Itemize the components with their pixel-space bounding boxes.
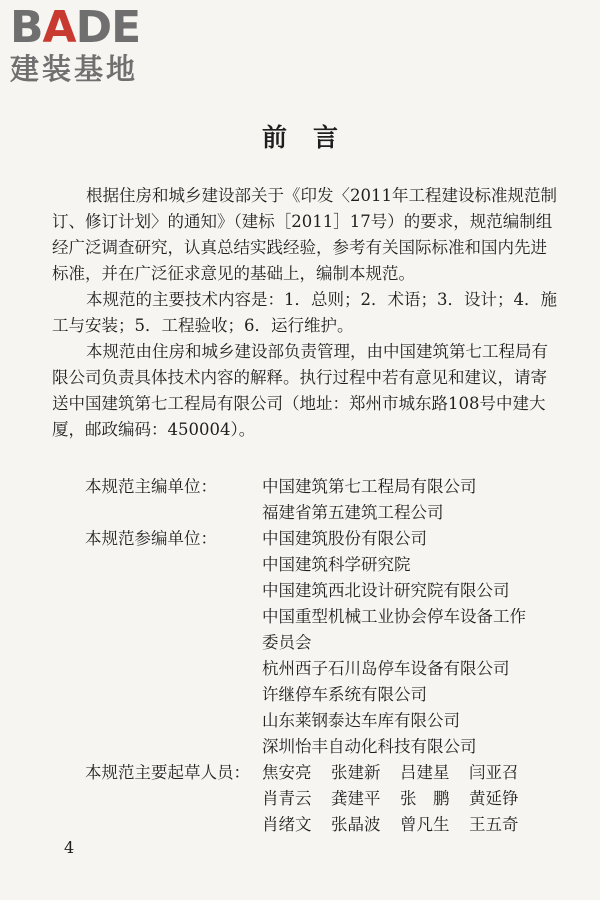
chief-units-list [262,474,477,526]
drafters-list [262,760,538,838]
participating-unit: 中国建筑西北设计研究院有限公司 [262,581,510,600]
drafter-name: 肖青云 [262,789,312,808]
drafter-name: 张 鹏 [400,789,450,808]
drafters-label: 本规范主要起草人员： [85,763,250,782]
drafter-name: 黄延铮 [469,789,519,808]
drafter-row [262,812,538,838]
participating-unit: 中国建筑股份有限公司 [262,529,427,548]
chief-units [85,474,538,526]
chief-unit: 福建省第五建筑工程公司 [262,503,444,522]
drafters [85,760,538,838]
drafter-name: 焦安亮 [262,763,312,782]
paragraph-background: 根据住房和城乡建设部关于《印发〈2011年工程建设标准规范制订、修订计划〉的通知》（建标［2011］17号）的要求，规范编制组经广泛调查研究，认真总结实践经验，参考有关国际标准和国内先进标准，并在广泛征求意见的基础上，编制本规范。 [52,186,557,283]
participating-unit: 委员会 [262,633,312,652]
drafter-name: 王五奇 [469,815,519,834]
participating-unit: 中国建筑科学研究院 [262,555,411,574]
participating-unit: 深圳怡丰自动化科技有限公司 [262,737,477,756]
drafter-row [262,760,538,786]
drafter-name: 张晶波 [331,815,381,834]
drafter-name: 张建新 [331,763,381,782]
participating-unit: 山东莱钢泰达车库有限公司 [262,711,460,730]
paragraph-management: 本规范由住房和城乡建设部负责管理，由中国建筑第七工程局有限公司负责具体技术内容的解释。执行过程中若有意见和建议，请寄送中国建筑第七工程局有限公司（地址：郑州市城东路108号中建大厦，邮政编码：450004）。 [52,342,548,439]
chief-unit: 中国建筑第七工程局有限公司 [262,477,477,496]
participating-unit: 中国重型机械工业协会停车设备工作 [262,607,526,626]
participating-unit: 许继停车系统有限公司 [262,685,427,704]
participating-unit: 杭州西子石川岛停车设备有限公司 [262,659,510,678]
logo-accent-letter: A [42,2,76,53]
participating-units-list [262,526,526,760]
chief-units-label: 本规范主编单位： [85,477,217,496]
logo [10,2,141,86]
credits [85,474,538,838]
drafter-name: 曾凡生 [400,815,450,834]
drafter-name: 闫亚召 [469,763,519,782]
drafter-row [262,786,538,812]
participating-units-label: 本规范参编单位： [85,529,217,548]
paragraph-contents: 本规范的主要技术内容是：1．总则；2．术语；3．设计；4．施工与安装；5．工程验收；6．运行维护。 [52,290,557,335]
page-number: 4 [64,838,75,857]
participating-units [85,526,538,760]
drafter-name: 龚建平 [331,789,381,808]
logo-subtitle: 建装基地 [10,52,139,86]
preface-body [52,183,557,443]
page-title: 前言 [261,123,364,152]
drafter-name: 肖绪文 [262,815,312,834]
drafter-name: 吕建星 [400,763,450,782]
logo-wordmark: BADE [10,2,141,53]
